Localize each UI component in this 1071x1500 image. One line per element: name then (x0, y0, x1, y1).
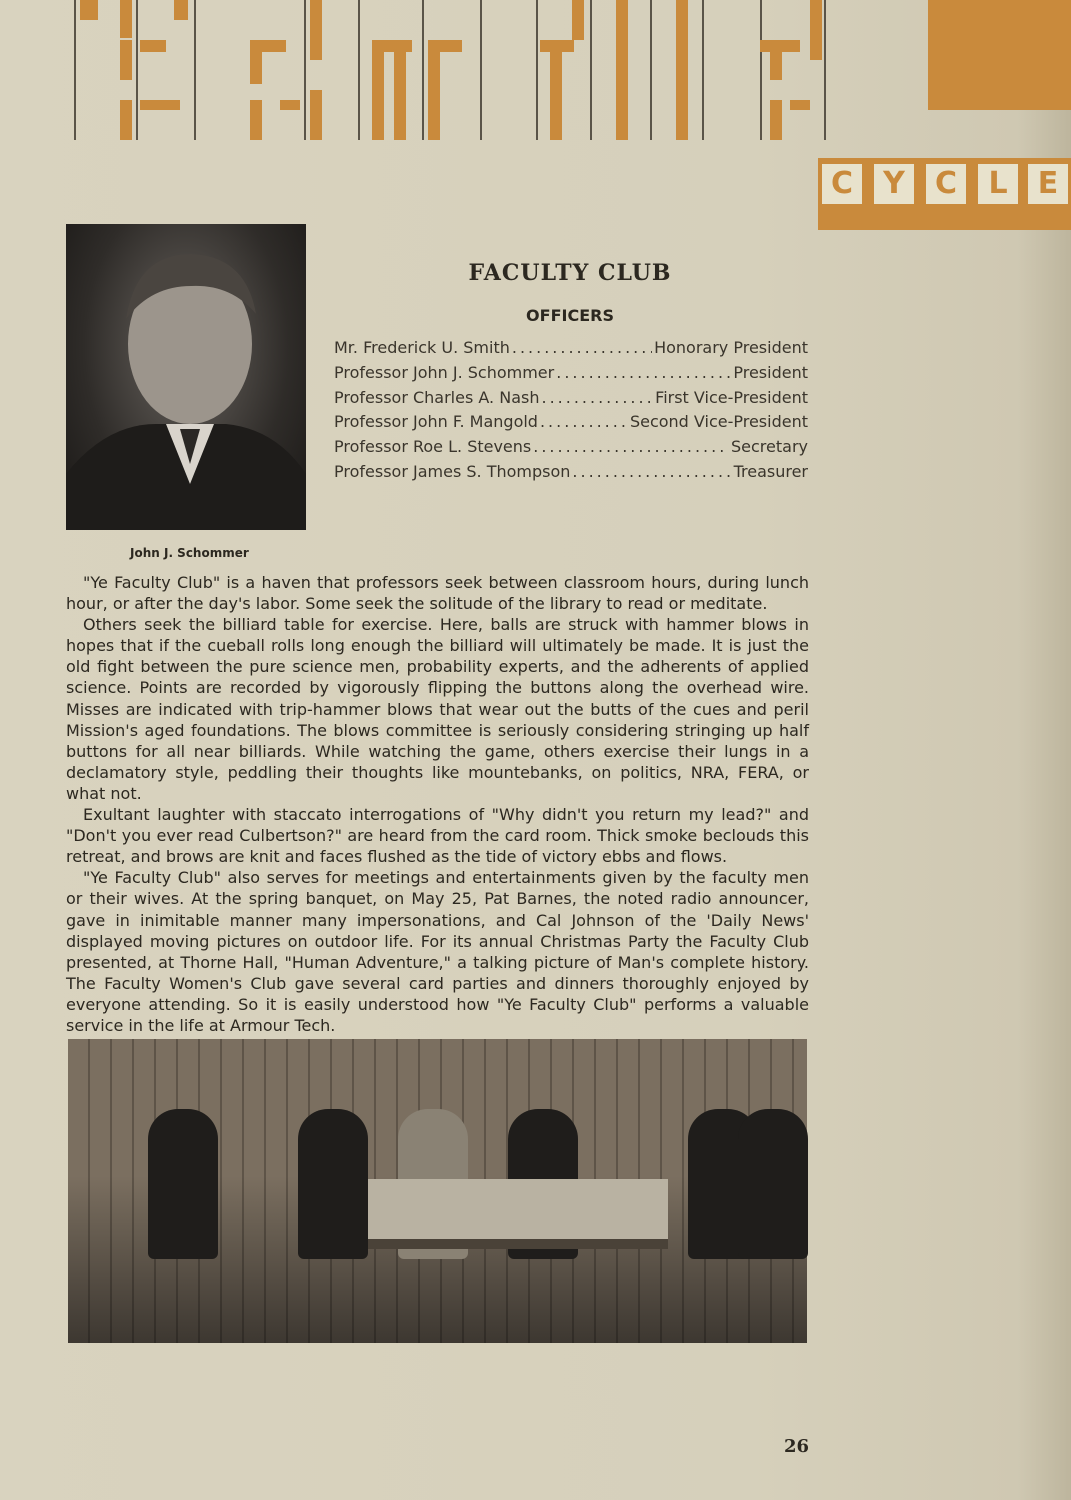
page-number: 26 (784, 1436, 810, 1457)
orange-block (250, 40, 262, 84)
leader-dots (512, 338, 652, 357)
photo-person (738, 1109, 808, 1259)
leader-dots (572, 462, 731, 481)
group-photo (68, 1039, 807, 1343)
cycle-letter: C (926, 164, 966, 204)
orange-block (394, 40, 406, 140)
officer-title: First Vice-President (655, 387, 808, 407)
rule-line (136, 0, 138, 140)
orange-block (310, 0, 322, 60)
paragraph: Others seek the billiard table for exercise. Here, balls are struck with hammer blows in hopes that if the cueball rolls long enough the billiard will ultimately be made. It is just the old fight between the pure science men, probability experts, and the adherents of applied science. Points are recorded by vigorously flipping the buttons along the overhead wire. Misses are indicated with trip-hammer blows that wear out the butts of the cues and peril Mission's aged foundations. The blows committee is seriously considering stringing up half buttons for all near billiards. While watching the game, others exercise their lungs in a declamatory style, peddling their thoughts like mountebanks, on politics, NRA, FERA, or what not. (66, 615, 809, 803)
officer-row (334, 338, 808, 363)
rule-line (194, 0, 196, 140)
officer-row (334, 363, 808, 388)
paragraph: "Ye Faculty Club" also serves for meetings and entertainments given by the faculty men or their wives. At the spring banquet, on May 25, Pat Barnes, the noted radio announcer, gave in inimitable manner many impersonations, and Cal Johnson of the 'Daily News' displayed moving pictures on outdoor life. For its annual Christmas Party the Faculty Club presented, at Thorne Hall, "Human Adventure," a talking picture of Man's complete history. The Faculty Women's Club gave several card parties and dinners thoroughly enjoyed by everyone attending. So it is easily understood how "Ye Faculty Club" performs a valuable service in the life at Armour Tech. (66, 868, 809, 1035)
officer-name: Professor Charles A. Nash (334, 387, 540, 407)
orange-block (250, 100, 262, 140)
officer-title: Secretary (731, 437, 808, 457)
orange-block (120, 40, 132, 80)
orange-block (790, 100, 810, 110)
officer-name: Mr. Frederick U. Smith (334, 338, 510, 357)
officer-row (334, 412, 808, 437)
orange-block (140, 40, 166, 52)
rule-line (650, 0, 652, 140)
orange-block (770, 100, 782, 140)
leader-dots (533, 437, 729, 456)
orange-block (280, 100, 300, 110)
orange-block (140, 100, 180, 110)
orange-block (174, 0, 188, 20)
orange-block (372, 40, 384, 140)
portrait-photo (66, 224, 306, 530)
photo-table (368, 1179, 668, 1249)
rule-line (358, 0, 360, 140)
orange-block (572, 0, 584, 40)
leader-dots (556, 363, 731, 382)
rule-line (760, 0, 762, 140)
leader-dots (541, 388, 653, 407)
rule-line (702, 0, 704, 140)
cycle-letter: L (978, 164, 1018, 204)
paragraph: "Ye Faculty Club" is a haven that professors seek between classroom hours, during lunch hour, or after the day's labor. Some seek the solitude of the library to read or meditate. (66, 573, 809, 614)
rule-line (304, 0, 306, 140)
orange-block (120, 100, 132, 140)
officer-row (334, 437, 808, 462)
orange-block (550, 40, 562, 140)
rule-line (422, 0, 424, 140)
officer-name: Professor John F. Mangold (334, 412, 538, 432)
paragraph: Exultant laughter with staccato interrogations of "Why didn't you return my lead?" and "Don't you ever read Culbertson?" are heard from the card room. Thick smoke beclouds this retreat, and brows are knit and faces flushed as the tide of victory ebbs and flows. (66, 805, 809, 867)
orange-block (120, 0, 132, 38)
officer-title: President (733, 362, 808, 382)
page-title: FACULTY CLUB (468, 260, 672, 286)
officer-name: Professor James S. Thompson (334, 461, 571, 481)
rule-line (590, 0, 592, 140)
cycle-letter: C (822, 164, 862, 204)
officer-row (334, 388, 808, 413)
article-body (66, 572, 809, 1036)
officers-heading: OFFICERS (526, 306, 614, 325)
leader-dots (540, 412, 628, 431)
officer-title: Honorary President (654, 338, 808, 357)
rule-line (480, 0, 482, 140)
rule-line (824, 0, 826, 140)
cycle-letter: Y (874, 164, 914, 204)
orange-block (928, 0, 1071, 110)
officer-title: Second Vice-President (629, 412, 808, 432)
officer-name: Professor John J. Schommer (334, 362, 555, 382)
portrait-figure-icon (66, 224, 306, 530)
rule-line (536, 0, 538, 140)
photo-person (298, 1109, 368, 1259)
portrait-caption: John J. Schommer (130, 546, 249, 560)
orange-block (676, 0, 688, 140)
orange-block (428, 40, 440, 140)
orange-block (770, 40, 782, 80)
orange-block (810, 0, 822, 60)
cycle-letter: E (1028, 164, 1068, 204)
officer-row (334, 462, 808, 487)
orange-block (80, 0, 98, 20)
photo-person (148, 1109, 218, 1259)
rule-line (74, 0, 76, 140)
orange-block (616, 0, 628, 140)
officers-list (334, 338, 808, 487)
officer-name: Professor Roe L. Stevens (334, 437, 532, 457)
officer-title: Treasurer (733, 461, 808, 481)
orange-block (310, 90, 322, 140)
